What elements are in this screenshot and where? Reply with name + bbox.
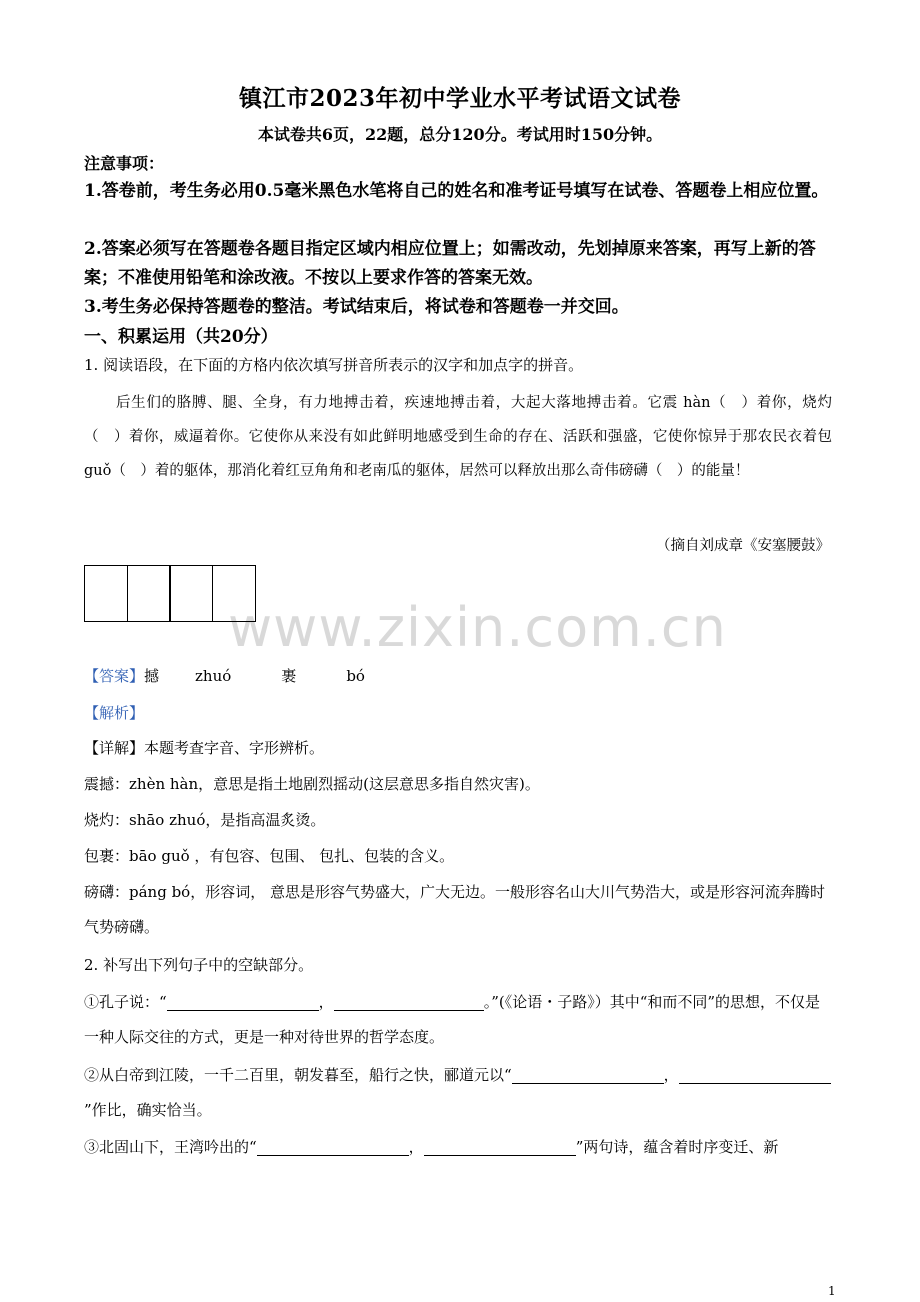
q2-item-3-pre: ③北固山下，王湾吟出的“	[84, 1138, 257, 1156]
note-item-3: 3.考生务必保持答题卷的整洁。考试结束后，将试卷和答题卷一并交回。	[84, 297, 629, 317]
page-title: 镇江市2023年初中学业水平考试语文试卷	[238, 85, 681, 112]
answer-3: 裹	[281, 667, 297, 685]
note-item-2: 2.答案必须写在答题卷各题目指定区域内相应位置上；如需改动，先划掉原来答案，再写上新的答案；不准使用铅笔和涂改液。不按以上要求作答的答案无效。	[84, 239, 816, 288]
q2-item-1-post: 。”(《论语・子路》）其中“和而不同”的思想，不仅是一种人际交往的方式，更是一种对待世界的哲学态度。	[84, 993, 821, 1046]
answer-1: 撼	[144, 667, 160, 685]
q1-explanation-4: 磅礴：páng bó，形容词， 意思是形容气势盛大，广大无边。一般形容名山大川气势浩大，或是形容河流奔腾时气势磅礴。	[84, 883, 825, 936]
watermark-text: www.zixin.com.cn	[228, 596, 727, 659]
q1-explanation-1: 震撼：zhèn hàn，意思是指土地剧烈摇动(这层意思多指自然灾害)。	[84, 775, 540, 793]
q1-explanation-2: 烧灼：shāo zhuó，是指高温炙烫。	[84, 811, 326, 829]
answer-grid	[84, 565, 254, 622]
answer-cell[interactable]	[84, 565, 128, 622]
section-title: 一、积累运用（共20分）	[84, 327, 278, 347]
answer-2: zhuó	[195, 667, 232, 685]
fill-blank[interactable]	[424, 1137, 576, 1156]
fill-blank[interactable]	[334, 992, 484, 1011]
q2-item-2-post: ”作比，确实恰当。	[84, 1101, 212, 1119]
q2-item-1-pre: ①孔子说：“	[84, 993, 167, 1011]
q2-item-3-post: ”两句诗，蕴含着时序变迁、新	[575, 1138, 779, 1156]
answer-tag: 【答案】	[84, 667, 145, 685]
q2-item-2-pre: ②从白帝到江陵，一千二百里，朝发暮至，船行之快，郦道元以“	[84, 1066, 512, 1084]
q2-item-2-sep: ，	[663, 1066, 679, 1084]
answer-cell[interactable]	[212, 565, 256, 622]
q2-item-3-sep: ，	[408, 1138, 424, 1156]
q1-prompt: 1. 阅读语段，在下面的方格内依次填写拼音所表示的汉字和加点字的拼音。	[84, 356, 584, 374]
q2-prompt: 2. 补写出下列句子中的空缺部分。	[84, 956, 314, 974]
fill-blank[interactable]	[512, 1065, 664, 1084]
analysis-tag: 【解析】	[84, 704, 145, 722]
notes-heading: 注意事项：	[84, 154, 165, 173]
q2-item-1	[84, 985, 834, 1055]
fill-blank[interactable]	[257, 1137, 409, 1156]
fill-blank[interactable]	[679, 1065, 831, 1084]
q2-item-1-sep: ，	[318, 993, 334, 1011]
note-item-1: 1.答卷前，考生务必用0.5毫米黑色水笔将自己的姓名和准考证号填写在试卷、答题卷上相应位置。	[84, 181, 829, 201]
q1-explanation-3: 包裹：bāo guǒ ，有包容、包围、 包扎、包装的含义。	[84, 847, 455, 865]
fill-blank[interactable]	[167, 992, 319, 1011]
q1-detail: 【详解】本题考查字音、字形辨析。	[84, 739, 325, 757]
q2-item-2	[84, 1058, 834, 1128]
answer-cell[interactable]	[169, 565, 213, 622]
answer-4: bó	[346, 667, 365, 685]
page-number: 1	[828, 1284, 836, 1298]
answer-cell[interactable]	[127, 565, 171, 622]
q1-passage: 后生们的胳膊、腿、全身，有力地搏击着，疾速地搏击着，大起大落地搏击着。它震 hàn（ ）着你，烧灼（ ）着你，威逼着你。它使你从来没有如此鲜明地感受到生命的存在、活跃和强盛，它使你惊异于那农民衣着包 guǒ（ ）着的躯体，那消化着红豆角角和老南瓜的躯体，居然可以释放出那么奇伟磅礴（ ）的能量！	[84, 395, 832, 479]
page-subtitle: 本试卷共6页，22题，总分120分。考试用时150分钟。	[257, 125, 663, 144]
q2-item-3	[84, 1130, 834, 1165]
q1-source: （摘自刘成章《安塞腰鼓》	[656, 538, 830, 554]
q1-answer	[84, 665, 365, 686]
